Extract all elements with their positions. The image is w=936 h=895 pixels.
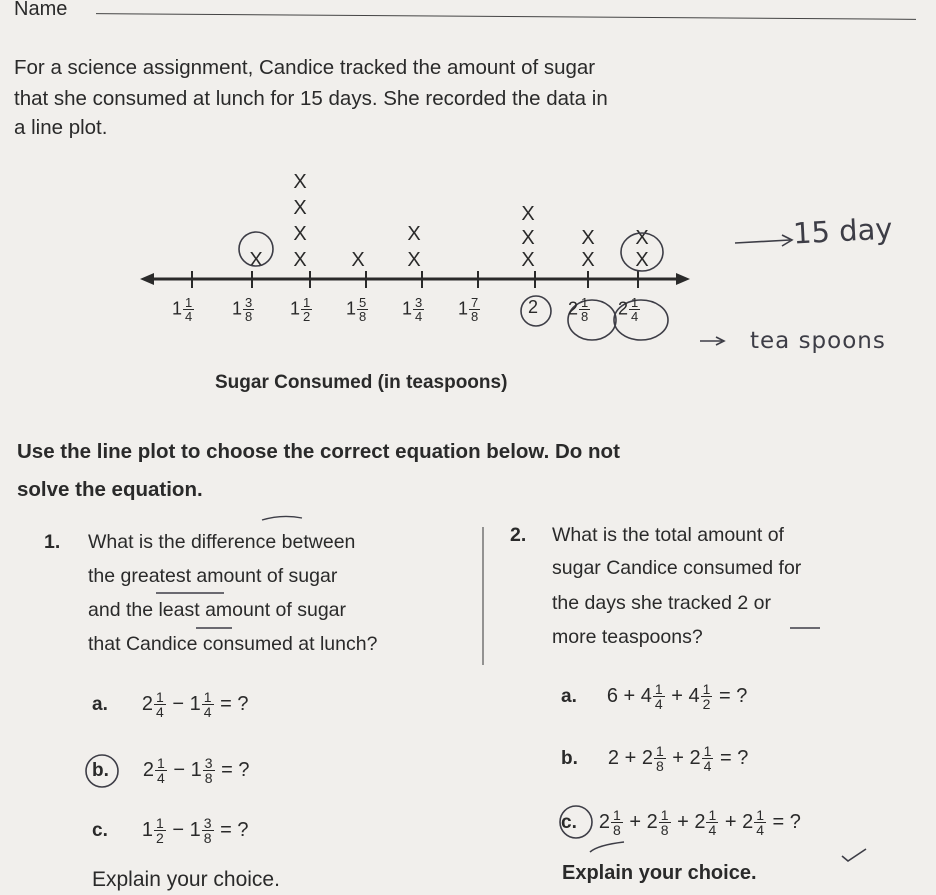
q1-line-2: the greatest amount of sugar: [88, 565, 338, 587]
directions-line-2: solve the equation.: [17, 478, 203, 501]
whole-number: 2: [568, 298, 579, 319]
operator: +: [629, 810, 642, 833]
operator: +: [677, 810, 689, 833]
equals-question: = ?: [719, 684, 748, 707]
directions-line-1: Use the line plot to choose the correct equation below. Do not: [17, 440, 620, 463]
lead-term: 6 +: [606, 684, 636, 707]
tick-label: [290, 296, 313, 323]
x-mark: X: [635, 227, 649, 249]
equals-question: = ?: [220, 818, 249, 841]
fraction: $\frac{1}{4}$: [654, 681, 663, 712]
whole-number: 2: [141, 692, 153, 715]
x-mark: X: [407, 223, 421, 245]
whole-number: 4: [640, 684, 652, 707]
q1-number: 1.: [44, 531, 61, 553]
x-mark: X: [293, 171, 307, 193]
equals-question: = ?: [772, 810, 801, 833]
operator: −: [172, 818, 185, 841]
fraction: $\frac{1}{4}$: [203, 689, 212, 720]
fraction: $\frac{1}{4}$: [703, 743, 712, 774]
q1-option-c[interactable]: [92, 816, 248, 845]
handwritten-units-note: tea spoons: [750, 328, 886, 354]
q2-option-c[interactable]: [561, 808, 801, 837]
whole-number: 1: [189, 692, 201, 715]
x-mark: X: [293, 249, 307, 271]
fraction: $\frac{1}{8}$: [660, 807, 669, 838]
whole-number: 1: [232, 298, 243, 319]
plot-title: Sugar Consumed (in teaspoons): [215, 372, 508, 393]
name-label: Name: [14, 0, 68, 20]
arrow-icon: [735, 240, 790, 243]
q2-number: 2.: [510, 524, 527, 546]
fraction: $\frac{1}{4}$: [185, 295, 193, 324]
intro-line-2: that she consumed at lunch for 15 days. She recorded the data in: [14, 87, 608, 110]
tick-label: [232, 296, 255, 323]
q2-line-4: more teaspoons?: [552, 626, 703, 648]
tick-label: [172, 296, 195, 323]
x-mark: X: [351, 249, 365, 271]
fraction: $\frac{1}{2}$: [155, 815, 164, 846]
option-letter: b.: [561, 747, 578, 769]
fraction: $\frac{1}{4}$: [756, 807, 764, 838]
left-arrow-head: [140, 273, 154, 285]
checkmark-icon: [842, 849, 866, 861]
hand-mark: [262, 516, 302, 520]
whole-number: 2: [142, 758, 155, 781]
lead-term: 2 +: [607, 746, 637, 769]
whole-number: 2: [689, 746, 701, 769]
fraction: $\frac{1}{4}$: [708, 807, 717, 838]
x-mark: X: [581, 249, 595, 271]
q2-explain: Explain your choice.: [562, 862, 757, 884]
operator: −: [173, 758, 186, 781]
q2-line-3: the days she tracked 2 or: [552, 592, 771, 614]
whole-number: 1: [189, 818, 201, 841]
handwritten-days-note: 15 day: [792, 211, 894, 251]
whole-number: 1: [458, 298, 469, 319]
tick-label: [568, 296, 591, 323]
whole-number: 2: [598, 810, 610, 833]
fraction: $\frac{3}{4}$: [415, 295, 423, 324]
fraction: $\frac{1}{2}$: [303, 295, 311, 324]
x-mark: X: [521, 227, 535, 249]
tick-label: [346, 296, 369, 323]
x-mark: X: [521, 249, 535, 271]
x-mark: X: [293, 197, 307, 219]
tick-label: [618, 296, 641, 323]
fraction: $\frac{1}{8}$: [655, 743, 664, 774]
x-mark: X: [407, 249, 421, 271]
option-letter: a.: [92, 693, 108, 715]
intro-line-3: a line plot.: [14, 116, 108, 139]
whole-number: 2: [618, 298, 629, 319]
whole-number: 2: [742, 810, 754, 833]
q1-line-1: What is the difference between: [88, 531, 356, 553]
right-arrow-head: [676, 273, 690, 285]
whole-number: 1: [172, 298, 183, 319]
fraction: $\frac{3}{8}$: [245, 295, 253, 324]
fraction: $\frac{5}{8}$: [359, 295, 367, 324]
whole-number: 1: [190, 758, 202, 781]
x-mark: X: [293, 223, 307, 245]
intro-line-1: For a science assignment, Candice tracked the amount of sugar: [14, 56, 596, 79]
tick-label: [528, 297, 538, 318]
x-mark: X: [581, 227, 595, 249]
whole-number: 1: [402, 298, 413, 319]
whole-number: 1: [290, 298, 301, 319]
x-mark: X: [249, 249, 263, 271]
whole-number: 1: [346, 298, 357, 319]
fraction: $\frac{1}{4}$: [157, 755, 165, 786]
q1-option-b[interactable]: [92, 756, 249, 785]
option-letter: a.: [561, 685, 577, 707]
tick-label: [458, 296, 481, 323]
fraction: $\frac{3}{8}$: [203, 815, 212, 846]
q1-line-3: and the least amount of sugar: [88, 599, 347, 621]
fraction: $\frac{1}{2}$: [702, 681, 711, 712]
option-letter: c.: [92, 819, 108, 841]
equals-question: = ?: [220, 692, 249, 715]
whole-number: 4: [688, 684, 700, 707]
q2-option-a[interactable]: [561, 682, 747, 711]
x-mark: X: [635, 249, 649, 271]
q1-explain: Explain your choice.: [92, 868, 280, 891]
tick-label: [402, 296, 425, 323]
x-mark: X: [521, 203, 535, 225]
fraction: $\frac{1}{8}$: [612, 807, 621, 838]
number-line: [140, 273, 690, 285]
q1-line-4: that Candice consumed at lunch?: [88, 633, 378, 655]
option-letter: c.: [561, 811, 577, 833]
fraction: $\frac{1}{4}$: [155, 689, 164, 720]
whole-number: 2: [641, 746, 653, 769]
operator: +: [672, 746, 684, 769]
whole-number: 1: [141, 818, 153, 841]
whole-number: 2: [528, 297, 539, 317]
q2-line-1: What is the total amount of: [552, 524, 784, 546]
q2-option-b[interactable]: [561, 744, 748, 773]
whole-number: 2: [694, 810, 706, 833]
hand-mark: [590, 842, 624, 852]
q1-option-a[interactable]: [92, 690, 248, 719]
fraction: $\frac{7}{8}$: [471, 295, 479, 324]
fraction: $\frac{1}{8}$: [581, 295, 589, 324]
whole-number: 2: [646, 810, 658, 833]
fraction: $\frac{3}{8}$: [204, 755, 213, 786]
equals-question: = ?: [221, 758, 250, 781]
operator: +: [724, 810, 737, 833]
operator: +: [671, 684, 683, 707]
option-letter: b.: [92, 759, 109, 781]
q2-line-2: sugar Candice consumed for: [552, 557, 802, 579]
fraction: $\frac{1}{4}$: [631, 295, 639, 324]
equals-question: = ?: [720, 746, 749, 769]
operator: −: [172, 692, 185, 715]
